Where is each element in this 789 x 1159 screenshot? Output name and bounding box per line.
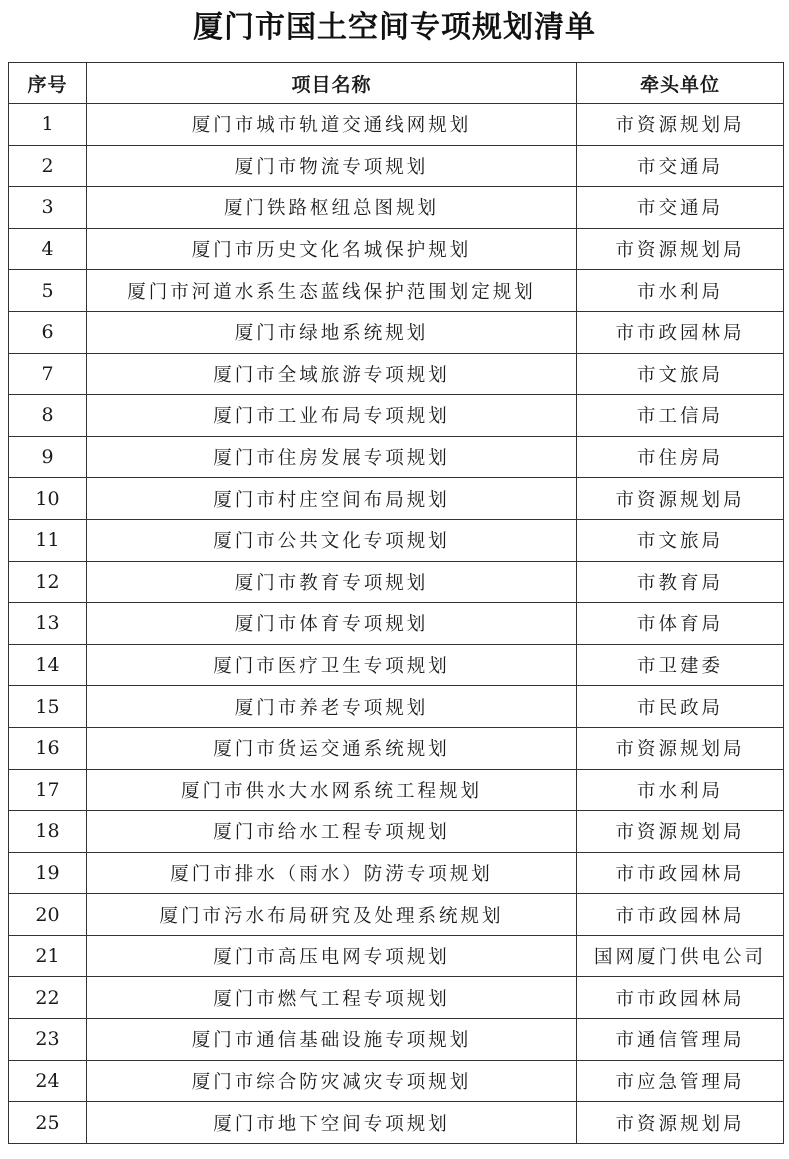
table-row [9,395,784,437]
lead-unit-cell: 市资源规划局 [577,228,784,270]
project-name-cell: 厦门市污水布局研究及处理系统规划 [87,894,577,936]
row-number-cell: 24 [9,1060,87,1102]
row-number-cell: 17 [9,769,87,811]
lead-unit-cell: 国网厦门供电公司 [577,935,784,977]
row-number-cell: 20 [9,894,87,936]
lead-unit-cell: 市卫建委 [577,644,784,686]
row-number-cell: 12 [9,561,87,603]
project-name-cell: 厦门市体育专项规划 [87,603,577,645]
project-name-cell: 厦门市公共文化专项规划 [87,519,577,561]
project-name-cell: 厦门市通信基础设施专项规划 [87,1019,577,1061]
row-number-cell: 10 [9,478,87,520]
table-row [9,353,784,395]
project-name-cell: 厦门市综合防灾减灾专项规划 [87,1060,577,1102]
row-number-cell: 13 [9,603,87,645]
header-row [9,63,784,104]
table-row [9,478,784,520]
row-number-cell: 15 [9,686,87,728]
row-number-cell: 19 [9,852,87,894]
table-row [9,769,784,811]
table-row [9,977,784,1019]
table-row [9,603,784,645]
column-header-number: 序号 [9,63,87,104]
project-name-cell: 厦门市住房发展专项规划 [87,436,577,478]
row-number-cell: 2 [9,145,87,187]
row-number-cell: 7 [9,353,87,395]
lead-unit-cell: 市民政局 [577,686,784,728]
column-header-project-name: 项目名称 [87,63,577,104]
lead-unit-cell: 市应急管理局 [577,1060,784,1102]
row-number-cell: 16 [9,727,87,769]
column-header-lead-unit: 牵头单位 [577,63,784,104]
lead-unit-cell: 市交通局 [577,187,784,229]
table-row [9,228,784,270]
project-name-cell: 厦门市货运交通系统规划 [87,727,577,769]
row-number-cell: 9 [9,436,87,478]
lead-unit-cell: 市资源规划局 [577,727,784,769]
table-row [9,187,784,229]
lead-unit-cell: 市资源规划局 [577,1102,784,1144]
lead-unit-cell: 市通信管理局 [577,1019,784,1061]
table-row [9,519,784,561]
lead-unit-cell: 市文旅局 [577,519,784,561]
table-row [9,104,784,146]
project-name-cell: 厦门市城市轨道交通线网规划 [87,104,577,146]
table-row [9,935,784,977]
table-row [9,561,784,603]
row-number-cell: 18 [9,811,87,853]
project-name-cell: 厦门市村庄空间布局规划 [87,478,577,520]
project-name-cell: 厦门市河道水系生态蓝线保护范围划定规划 [87,270,577,312]
row-number-cell: 4 [9,228,87,270]
lead-unit-cell: 市资源规划局 [577,104,784,146]
project-name-cell: 厦门市绿地系统规划 [87,311,577,353]
project-name-cell: 厦门市给水工程专项规划 [87,811,577,853]
table-row [9,727,784,769]
lead-unit-cell: 市资源规划局 [577,811,784,853]
project-name-cell: 厦门市供水大水网系统工程规划 [87,769,577,811]
row-number-cell: 1 [9,104,87,146]
table-row [9,811,784,853]
lead-unit-cell: 市水利局 [577,769,784,811]
project-name-cell: 厦门市工业布局专项规划 [87,395,577,437]
table-header [9,63,784,104]
table-body [9,104,784,1144]
lead-unit-cell: 市水利局 [577,270,784,312]
lead-unit-cell: 市资源规划局 [577,478,784,520]
row-number-cell: 11 [9,519,87,561]
page-title: 厦门市国土空间专项规划清单 [193,10,596,45]
row-number-cell: 22 [9,977,87,1019]
lead-unit-cell: 市住房局 [577,436,784,478]
table-row [9,1060,784,1102]
row-number-cell: 8 [9,395,87,437]
lead-unit-cell: 市市政园林局 [577,852,784,894]
row-number-cell: 6 [9,311,87,353]
table-row [9,436,784,478]
table-row [9,1102,784,1144]
table-row [9,145,784,187]
project-name-cell: 厦门市排水（雨水）防涝专项规划 [87,852,577,894]
row-number-cell: 5 [9,270,87,312]
project-name-cell: 厦门市全域旅游专项规划 [87,353,577,395]
table-row [9,270,784,312]
project-name-cell: 厦门市养老专项规划 [87,686,577,728]
project-name-cell: 厦门市教育专项规划 [87,561,577,603]
row-number-cell: 23 [9,1019,87,1061]
lead-unit-cell: 市市政园林局 [577,977,784,1019]
lead-unit-cell: 市体育局 [577,603,784,645]
project-name-cell: 厦门市燃气工程专项规划 [87,977,577,1019]
row-number-cell: 25 [9,1102,87,1144]
lead-unit-cell: 市市政园林局 [577,311,784,353]
table-row [9,644,784,686]
row-number-cell: 14 [9,644,87,686]
project-name-cell: 厦门市医疗卫生专项规划 [87,644,577,686]
project-name-cell: 厦门市高压电网专项规划 [87,935,577,977]
project-name-cell: 厦门铁路枢纽总图规划 [87,187,577,229]
table-row [9,686,784,728]
plan-table [8,62,784,1144]
row-number-cell: 21 [9,935,87,977]
lead-unit-cell: 市市政园林局 [577,894,784,936]
project-name-cell: 厦门市物流专项规划 [87,145,577,187]
lead-unit-cell: 市工信局 [577,395,784,437]
project-name-cell: 厦门市地下空间专项规划 [87,1102,577,1144]
table-row [9,852,784,894]
table-row [9,1019,784,1061]
table-row [9,894,784,936]
lead-unit-cell: 市文旅局 [577,353,784,395]
lead-unit-cell: 市交通局 [577,145,784,187]
row-number-cell: 3 [9,187,87,229]
lead-unit-cell: 市教育局 [577,561,784,603]
table-row [9,311,784,353]
project-name-cell: 厦门市历史文化名城保护规划 [87,228,577,270]
